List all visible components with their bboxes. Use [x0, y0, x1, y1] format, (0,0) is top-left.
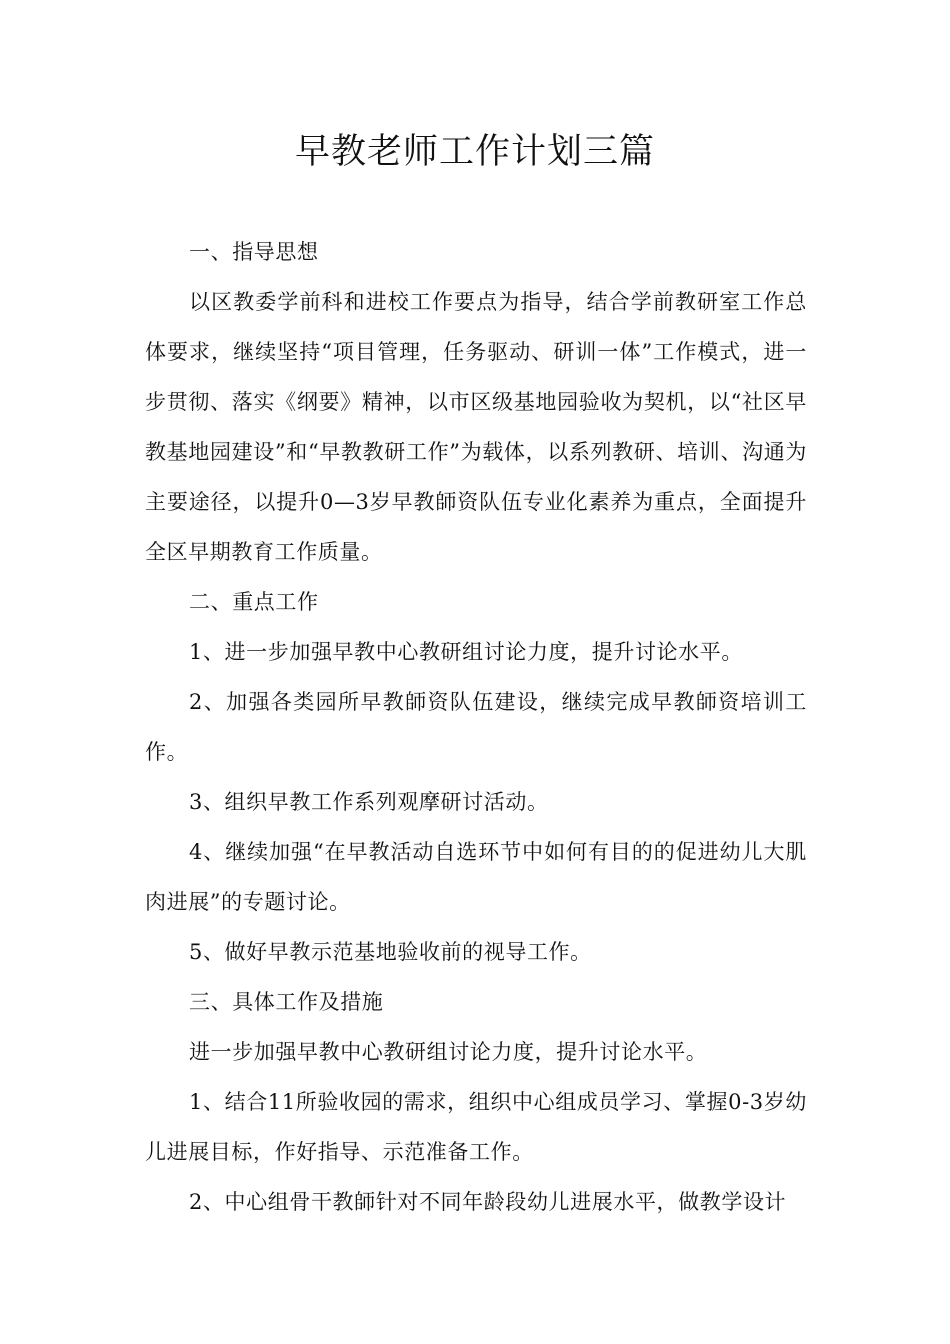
document-body: [145, 227, 807, 1227]
key-work-item-1: 1、进一步加强早教中心教研组讨论力度，提升讨论水平。: [189, 640, 743, 664]
section-heading-guiding-ideology: 一、指导思想: [189, 240, 319, 264]
key-work-item-3: 3、组织早教工作系列观摩研讨活动。: [189, 790, 549, 814]
paragraph-guiding-ideology: 以区教委学前科和进校工作要点为指导，结合学前教研室工作总体要求，继续坚持“项目管理，任务驱动、研训一体”工作模式，进一步贯彻、落实《纲要》精神，以市区级基地园验收为契机，以“社区早教基地园建设”和“早教教研工作”为载体，以系列教研、培训、沟通为主要途径，以提升0—3岁早教師资队伍专业化素养为重点，全面提升全区早期教育工作质量。: [145, 290, 807, 564]
measures-intro: 进一步加强早教中心教研组讨论力度，提升讨论水平。: [189, 1040, 708, 1064]
section-heading-key-work: 二、重点工作: [189, 590, 319, 614]
section-heading-specific-measures: 三、具体工作及措施: [189, 990, 384, 1014]
measures-item-1: 1、结合11所验收园的需求，组织中心组成员学习、掌握0-3岁幼儿进展目标，作好指导、示范准备工作。: [145, 1090, 807, 1164]
key-work-item-4: 4、继续加强“在早教活动自选环节中如何有目的的促进幼儿大肌肉进展”的专题讨论。: [145, 840, 807, 914]
measures-item-2: 2、中心组骨干教師针对不同年龄段幼儿进展水平，做教学设计: [189, 1190, 787, 1214]
document-title: 早教老师工作计划三篇: [294, 132, 655, 172]
key-work-item-5: 5、做好早教示范基地验收前的视导工作。: [189, 940, 592, 964]
key-work-item-2: 2、加强各类园所早教師资队伍建设，继续完成早教師资培训工作。: [145, 690, 807, 764]
